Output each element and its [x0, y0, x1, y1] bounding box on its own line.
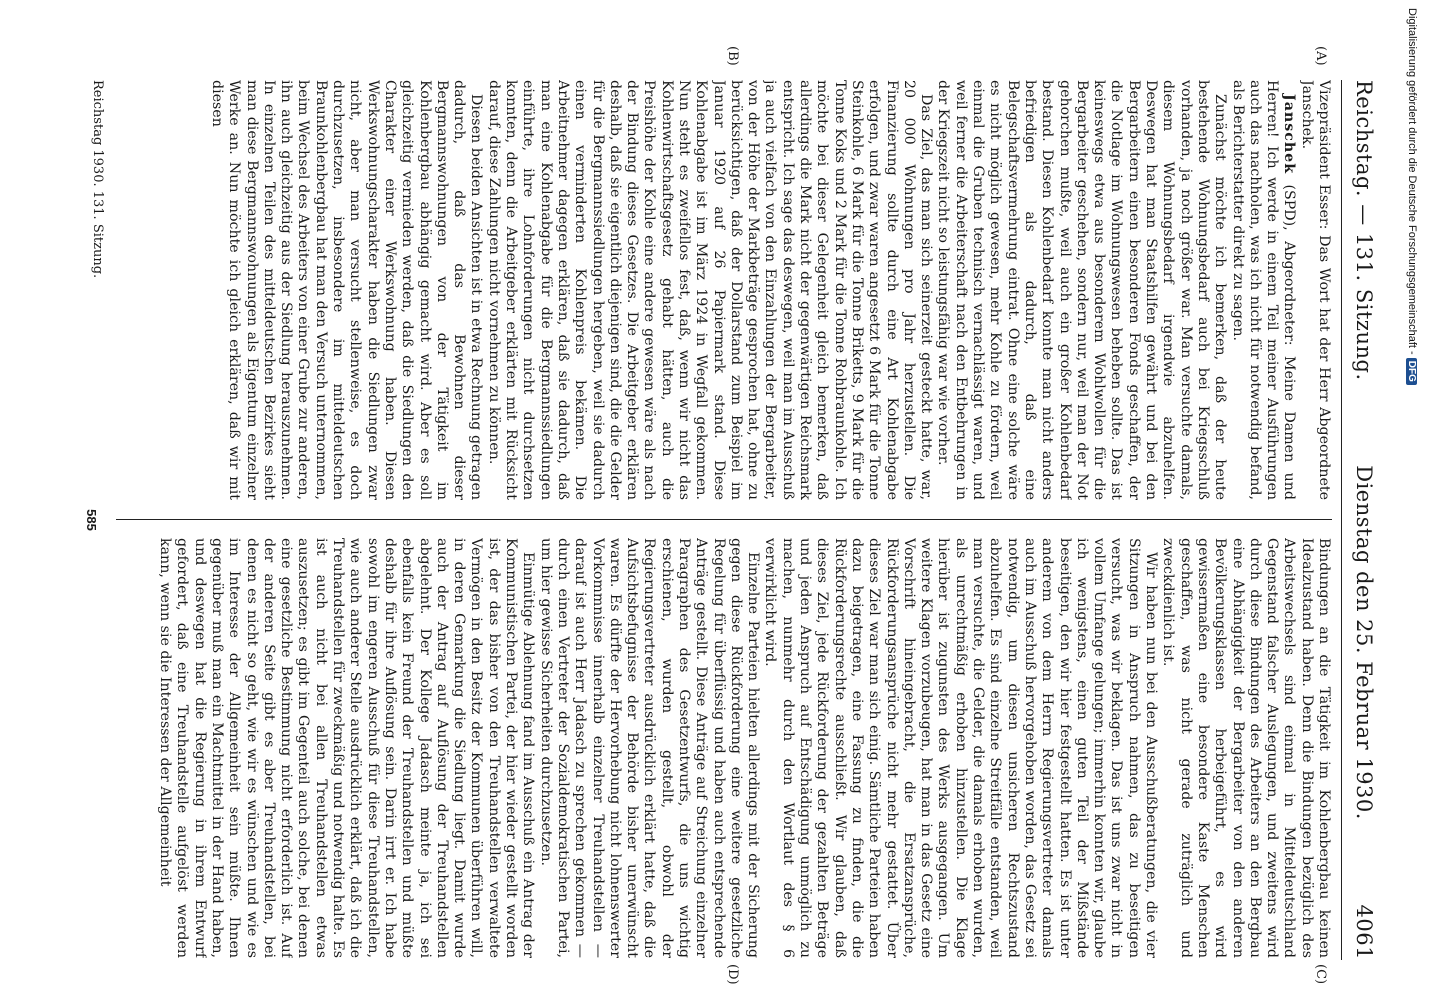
running-header [1348, 80, 1380, 960]
paragraph: Bindungen an die Tätigkeit im Kohlenbergbau keinen Idealzustand haben. Denn die Bindungen bezüglich des Arbeitswechsels sind einmal in Mitteldeutschland Gegenstand falscher Auslegungen, und zweitens wird durch diese Bindungen des Arbeiters an den Bergbau eine Abhängigkeit der Bergarbeiter von den anderen Bevölkerungsklassen herbeigeführt, es wird gewissermaßen eine besondere Kaste Menschen geschaffen, was nicht gerade zuträglich und zweckdienlich ist. [1160, 538, 1332, 958]
header-date: Dienstag den 25. Februar 1930. [1352, 465, 1376, 820]
page-footer [80, 80, 110, 960]
paragraph: Vizepräsident Esser: Das Wort hat der Herr Abgeordnete Janschek. [1298, 80, 1332, 500]
speaker-name: Janschek [1281, 94, 1298, 175]
column-divider [116, 519, 1332, 520]
margin-marker-c: (C) [1313, 964, 1328, 985]
paragraph: Einzelne Parteien hielten allerdings mit der Sicherung gegen diese Rückforderung eine weitere gesetzliche Regelung für überflüssig und haben auch entsprechende Anträge gestellt. Diese Anträge auf Streichung einzelner Paragraphen des Gesetzentwurfs, die uns wichtig erschienen, wurden gestellt, obwohl der Regierungsvertreter ausdrücklich erklärt hatte, daß die Aufsichtsbefugnisse der Behörde bisher unerwünscht waren. Es dürfte der Hervorhebung nicht lohnenswerter Vorkommnisse innerhalb einzelner Treuhandstellen — darauf ist auch Herr Jadasch zu sprechen gekommen — durch einen Vertreter der Sozialdemokratischen Partei, um hier gewisse Sicherheiten durchzusetzen. [537, 538, 762, 958]
paragraph: Einmütige Ablehnung fand im Ausschuß ein Antrag der Kommunistischen Partei, der hier wieder gestellt worden ist, der das bisher von den Treuhandstellen verwaltete Vermögen in den Besitz der Kommunen überführen will, in deren Gemarkung die Siedlung liegt. Damit wurde auch der Antrag auf Auflösung der Treuhandstellen abgelehnt. Der Kollege Jadasch meinte ja, ich sei ebenfalls kein Freund der Treuhandstellen und müßte deshalb für ihre Auflösung sein. Darin irrt er. Ich habe sowohl im engeren Ausschuß für diese Treuhandstellen, wie auch anderer Stelle ausdrücklich erklärt, daß ich die Treuhandstellen für zweckmäßig und notwendig halte. Es ist auch nicht bei allen Treuhandstellen etwas auszusetzen; es gibt im Gegenteil auch solche, bei denen eine gesetzliche Bestimmung nicht erforderlich ist. Auf der anderen Seite gibt es aber Treuhandstellen, bei denen es nicht so geht, wie wir es wünschen und wie es im Interesse der Allgemeinheit sein müßte. Ihnen gegenüber muß man ein Machtmittel in der Hand haben, und deswegen hat die Regierung in ihrem Entwurf gefordert, daß eine Treuhandstelle aufgelöst werden kann, wenn sie die Interessen der Allgemeinheit [157, 538, 537, 958]
paragraph: Diesen beiden Ansichten ist in etwa Rechnung getragen dadurch, daß das Bewohnen dieser Bergmannswohnungen von der Tätigkeit im Kohlenbergbau abhängig gemacht wird. Aber es soll gleichzeitig vermieden werden, daß die Siedlungen den Charakter einer Werkswohnung haben. Diesen Werkswohnungscharakter haben die Siedlungen zwar nicht, aber man versucht stellenweise, es doch durchzusetzen, insbesondere im mitteldeutschen Braunkohlenbergbau hat man den Versuch unternommen, beim Wechsel des Arbeiters von einer Grube zur anderen, ihn auch gleichzeitig aus der Siedlung herauszunehmen. In einzelnen Teilen des mitteldeutschen Bezirkes sieht man diese Bergmannswohnungen als Eigentum einzelner Werke an. Nun möchte ich gleich erklären, daß wir mit diesen [209, 80, 485, 500]
right-text-column [116, 538, 1332, 958]
margin-marker-d: (D) [725, 964, 740, 985]
paragraph: Zunächst möchte ich bemerken, daß der heute bestehende Wohnungsbedarf auch bei Kriegsschluß vorhanden, ja noch größer war. Man versuchte damals, diesem Wohnungsbedarf irgendwie abzuhelfen. Deswegen hat man Staatshilfen gewährt und bei den Bergarbeitern einen besonderen Fonds geschaffen, der die Notlage im Wohnungswesen beheben sollte. Das ist keineswegs etwa aus besonderem Wohlwollen für die Bergarbeiter geschehen, sondern nur, weil man der Not gehorchen mußte, weil auch ein großer Kohlenbedarf bestand. Diesen Kohlenbedarf konnte man nicht anders befriedigen als dadurch, daß eine Belegschaftsvermehrung eintrat. Ohne eine solche wäre es nicht möglich gewesen, mehr Kohle zu fördern, weil einmal die Gruben technisch vernachlässigt waren, und weil ferner die Arbeiterschaft nach den Entbehrungen in der Kriegszeit nicht so leistungsfähig war wie vorher. [935, 80, 1229, 500]
credit-text: Digitalisierung gefördert durch die Deutsche Forschungsgemeinschaft - [1406, 8, 1418, 355]
footer-sheet-number: 585 [84, 509, 99, 531]
header-session: Reichstag. — 131. Sitzung. [1352, 80, 1376, 381]
rotated-page [80, 46, 1380, 985]
margin-marker-a: (A) [1313, 46, 1328, 66]
paragraph: Das Ziel, das man sich seinerzeit gesteckt hatte, war, 20 000 Wohnungen pro Jahr herzustellen. Die Finanzierung sollte durch eine Art Kohlenabgabe erfolgen, und zwar waren angesetzt 6 Mark für die Tonne Steinkohle, 6 Mark für die Tonne Briketts, 9 Mark für die Tonne Koks und 2 Mark für die Tonne Rohbraunkohle. Ich möchte bei dieser Gelegenheit gleich bemerken, daß allerdings die Mark nicht der gegenwärtigen Reichsmark entspricht. Ich sage das deswegen, weil man im Ausschuß ja auch vielfach von den Einzahlungen der Bergarbeiter, von der Höhe der Markbeträge gesprochen hat, ohne zu berücksichtigen, daß der Dollarstand zum Beispiel im Januar 1920 auf 26 Papiermark stand. Diese Kohlenabgabe ist im März 1924 in Wegfall gekommen. Nun steht es zweifellos fest, daß, wenn wir nicht das Kohlenwirtschaftsgesetz gehabt hätten, auch die Preishöhe der Kohle eine andere gewesen wäre als nach der Bindung dieses Gesetzes. Die Arbeitgeber erklären deshalb, daß sie eigentlich diejenigen sind, die die Gelder für die Bergmannssiedlungen hergeben, weil sie dadurch einen verminderten Kohlenpreis bekämen. Die Arbeitnehmer dagegen erklären, daß sie dadurch, daß man eine Kohlenabgabe für die Bergmannssiedlungen einführte, ihre Lohnforderungen nicht durchsetzen konnten, denn die Arbeitgeber erklärten mit Rücksicht darauf, diese Zahlungen nicht vornehmen zu können. [485, 80, 935, 500]
margin-marker-b: (B) [725, 46, 740, 66]
paragraph [1228, 80, 1297, 500]
left-text-column [116, 80, 1332, 500]
paragraph-text: (SPD), Abgeordneter: Meine Damen und Herren! Ich werde in einem Teil meiner Ausführungen auch das nachholen, was ich nicht für notwendig befand, als Berichterstatter direkt zu sagen. [1229, 80, 1298, 500]
dfg-logo: DFG [1406, 358, 1417, 385]
digitization-credit [1406, 8, 1418, 389]
header-rule [1341, 80, 1342, 960]
page-number: 4061 [1352, 904, 1376, 960]
paragraph: Wir haben nun bei den Ausschußberatungen, die vier Sitzungen in Anspruch nahmen, das zu beseitigen versucht, was wir beklagen. Das ist uns zwar nicht in vollem Umfange gelungen; immerhin konnten wir, glaube ich wenigstens, einen guten Teil der Mißstände beseitigen, den wir hier festgestellt hatten. Es ist unter anderem von dem Herrn Regierungsvertreter damals auch im Ausschuß hervorgehoben worden, das Gesetz sei notwendig, um diesen unsicheren Rechtszustand abzuhelfen. Es sind einzelne Streitfälle entstanden, weil man versuchte, die Gelder, die damals erhoben wurden, als unrechtmäßig erhoben hinzustellen. Die Klage hierüber ist zugunsten des Werks ausgegangen. Um weitere Klagen vorzubeugen, hat man in das Gesetz eine Vorschrift hineingebracht, die Ersatzansprüche, Rückforderungsansprüche nicht mehr gestattet. Über dieses Ziel war man sich einig. Sämtliche Parteien haben dazu beigetragen, eine Fassung zu finden, die die Rückforderungsrechte ausschließt. Wir glauben, daß dieses Ziel, jede Rückforderung der gezahlten Beträge und jeden Anspruch auf Entschädigung unmöglich zu machen, nunmehr durch den Wortlaut des § 6 verwirklicht wird. [762, 538, 1160, 958]
footer-session: Reichstag 1930. 131. Sitzung. [90, 80, 105, 279]
